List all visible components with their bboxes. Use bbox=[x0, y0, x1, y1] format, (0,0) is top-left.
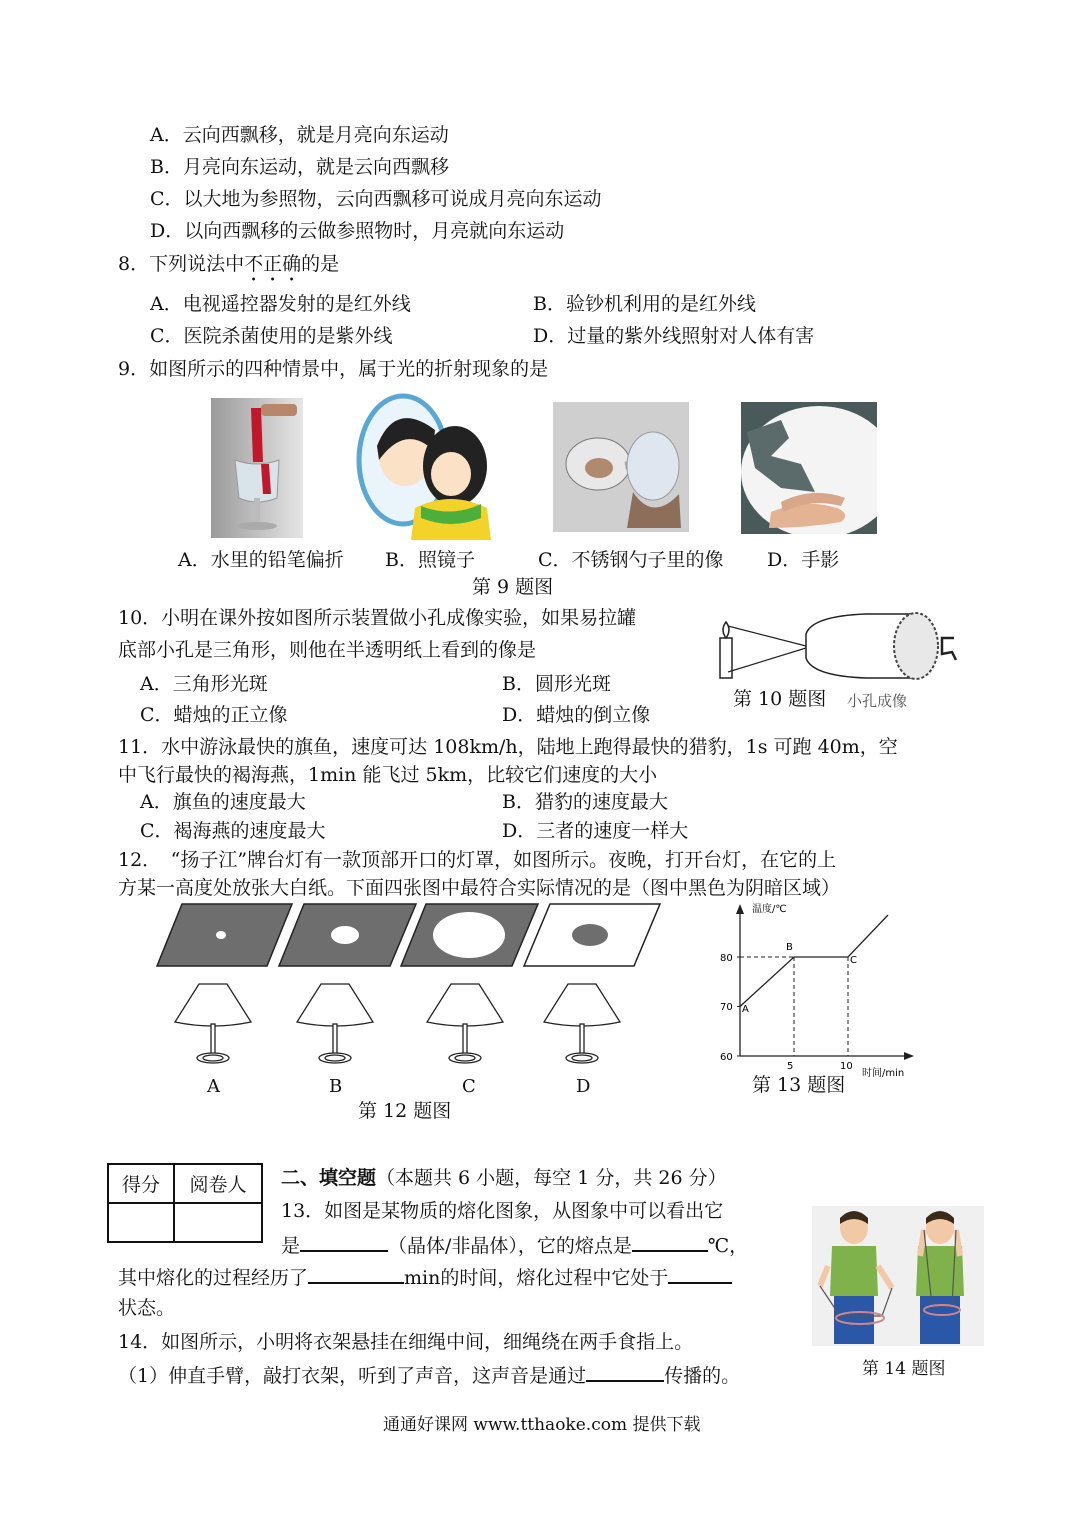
q10-stem-line1: 10．小明在课外按如图所示装置做小孔成像实验，如果易拉罐 bbox=[118, 607, 637, 629]
x-tick-10: 10 bbox=[840, 1061, 853, 1072]
q10-option-b: B．圆形光斑 bbox=[502, 673, 611, 695]
q13-line3: 其中熔化的过程经历了 min的时间，熔化过程中它处于 bbox=[118, 1264, 732, 1290]
q10-option-a: A．三角形光斑 bbox=[140, 673, 268, 695]
score-header: 得分 bbox=[108, 1164, 174, 1203]
q12-caption: 第 12 题图 bbox=[358, 1100, 452, 1122]
graph-ylabel: 温度/℃ bbox=[752, 904, 787, 915]
q9-option-b: B．照镜子 bbox=[385, 549, 475, 571]
q12-stem-line1: 12． “扬子江”牌台灯有一款顶部开口的灯罩，如图所示。夜晚，打开台灯，在它的上 bbox=[118, 849, 837, 871]
steel-spoon-image bbox=[553, 402, 689, 532]
score-cell[interactable] bbox=[108, 1203, 174, 1242]
q13-line4: 状态。 bbox=[118, 1297, 176, 1319]
q7-option-c: C．以大地为参照物，云向西飘移可说成月亮向东运动 bbox=[150, 188, 602, 210]
point-label-b: B bbox=[786, 942, 793, 953]
section2-note: （本题共 6 小题，每空 1 分，共 26 分） bbox=[376, 1167, 727, 1189]
q12-label-c: C bbox=[462, 1076, 476, 1097]
pinhole-camera-figure bbox=[716, 608, 966, 680]
q11-stem-line1: 11．水中游泳最快的旗鱼，速度可达 108km/h，陆地上跑得最快的猎豹，1s 可跑 40m，空 bbox=[118, 736, 898, 758]
x-tick-5: 5 bbox=[787, 1061, 794, 1072]
q10-option-c: C．蜡烛的正立像 bbox=[140, 704, 288, 726]
q10-caption: 第 10 题图 bbox=[733, 688, 827, 710]
y-tick-80: 80 bbox=[720, 953, 733, 964]
q9-option-d: D．手影 bbox=[767, 549, 840, 571]
y-tick-60: 60 bbox=[720, 1052, 733, 1063]
x-axis-arrow-icon bbox=[904, 1052, 914, 1060]
q14-caption: 第 14 题图 bbox=[862, 1359, 946, 1379]
q10-stem-line2: 底部小孔是三角形，则他在半透明纸上看到的像是 bbox=[118, 639, 537, 661]
q10-option-d: D．蜡烛的倒立像 bbox=[502, 704, 651, 726]
q8-option-c: C．医院杀菌使用的是紫外线 bbox=[150, 325, 393, 347]
blank-melting-point[interactable] bbox=[632, 1232, 708, 1252]
q12-label-a: A bbox=[207, 1076, 220, 1097]
q11-stem-line2: 中飞行最快的褐海燕，1min 能飞过 5km，比较它们速度的大小 bbox=[118, 764, 658, 786]
q13-line1: 13．如图是某物质的熔化图象，从图象中可以看出它 bbox=[281, 1200, 724, 1222]
melting-graph bbox=[712, 896, 932, 1084]
blank-melting-time[interactable] bbox=[308, 1264, 404, 1284]
point-label-a: A bbox=[742, 1004, 749, 1015]
q7-option-b: B．月亮向东运动，就是云向西飘移 bbox=[150, 156, 449, 178]
q13-caption: 第 13 题图 bbox=[752, 1074, 846, 1096]
q9-stem: 9．如图所示的四种情景中，属于光的折射现象的是 bbox=[118, 358, 549, 380]
q8-option-a: A．电视遥控器发射的是红外线 bbox=[150, 293, 411, 315]
q8-stem: 8．下列说法中不正确的是 bbox=[118, 253, 340, 275]
blank-crystal-type[interactable] bbox=[300, 1232, 388, 1252]
blank-sound-medium[interactable] bbox=[586, 1362, 664, 1382]
point-label-c: C bbox=[850, 955, 857, 966]
q11-option-b: B．猎豹的速度最大 bbox=[502, 791, 668, 813]
blank-state[interactable] bbox=[668, 1264, 732, 1284]
section2-heading bbox=[281, 1166, 727, 1190]
q11-option-a: A．旗鱼的速度最大 bbox=[140, 791, 306, 813]
q9-caption: 第 9 题图 bbox=[472, 576, 554, 598]
q13-line2: 是 （晶体/非晶体），它的熔点是 ℃， bbox=[281, 1232, 748, 1258]
q7-option-d: D．以向西飘移的云做参照物时，月亮就向东运动 bbox=[150, 220, 565, 242]
q14-line1: 14．如图所示，小明将衣架悬挂在细绳中间，细绳绕在两手食指上。 bbox=[118, 1331, 694, 1353]
q7-option-a: A．云向西飘移，就是月亮向东运动 bbox=[150, 124, 449, 146]
graph-xlabel: 时间/min bbox=[862, 1068, 905, 1079]
q9-option-a: A．水里的铅笔偏折 bbox=[178, 549, 344, 571]
q12-label-d: D bbox=[576, 1076, 591, 1097]
q10-figure-label: 小孔成像 bbox=[847, 692, 908, 710]
melting-curve bbox=[740, 915, 888, 1007]
section2-title: 二、填空题 bbox=[281, 1167, 377, 1189]
q8-option-b: B．验钞机利用的是红外线 bbox=[533, 293, 756, 315]
q12-stem-line2: 方某一高度处放张大白纸。下面四张图中最符合实际情况的是（图中黑色为阴暗区域） bbox=[118, 877, 841, 899]
score-table bbox=[107, 1163, 263, 1243]
mirror-girl-image bbox=[355, 390, 497, 540]
q14-line2: （1）伸直手臂，敲打衣架，听到了声音，这声音是通过 传播的。 bbox=[118, 1362, 740, 1388]
q9-option-c: C．不锈钢勺子里的像 bbox=[538, 549, 724, 571]
y-axis-arrow-icon bbox=[736, 904, 744, 914]
pencil-in-water-image bbox=[211, 398, 303, 538]
reviewer-cell[interactable] bbox=[174, 1203, 262, 1242]
q11-option-c: C．褐海燕的速度最大 bbox=[140, 820, 326, 842]
y-tick-70: 70 bbox=[720, 1002, 733, 1013]
q8-option-d: D．过量的紫外线照射对人体有害 bbox=[533, 325, 815, 347]
footer-text: 通通好课网 www.tthaoke.com 提供下载 bbox=[383, 1415, 701, 1435]
q12-label-b: B bbox=[329, 1076, 343, 1097]
q8-emphasis: 不正确 bbox=[244, 253, 302, 275]
hanger-experiment-image bbox=[812, 1206, 984, 1346]
hand-shadow-image bbox=[741, 402, 877, 534]
reviewer-header: 阅卷人 bbox=[174, 1164, 262, 1203]
q12-lamp-figure bbox=[155, 902, 665, 1077]
q11-option-d: D．三者的速度一样大 bbox=[502, 820, 689, 842]
